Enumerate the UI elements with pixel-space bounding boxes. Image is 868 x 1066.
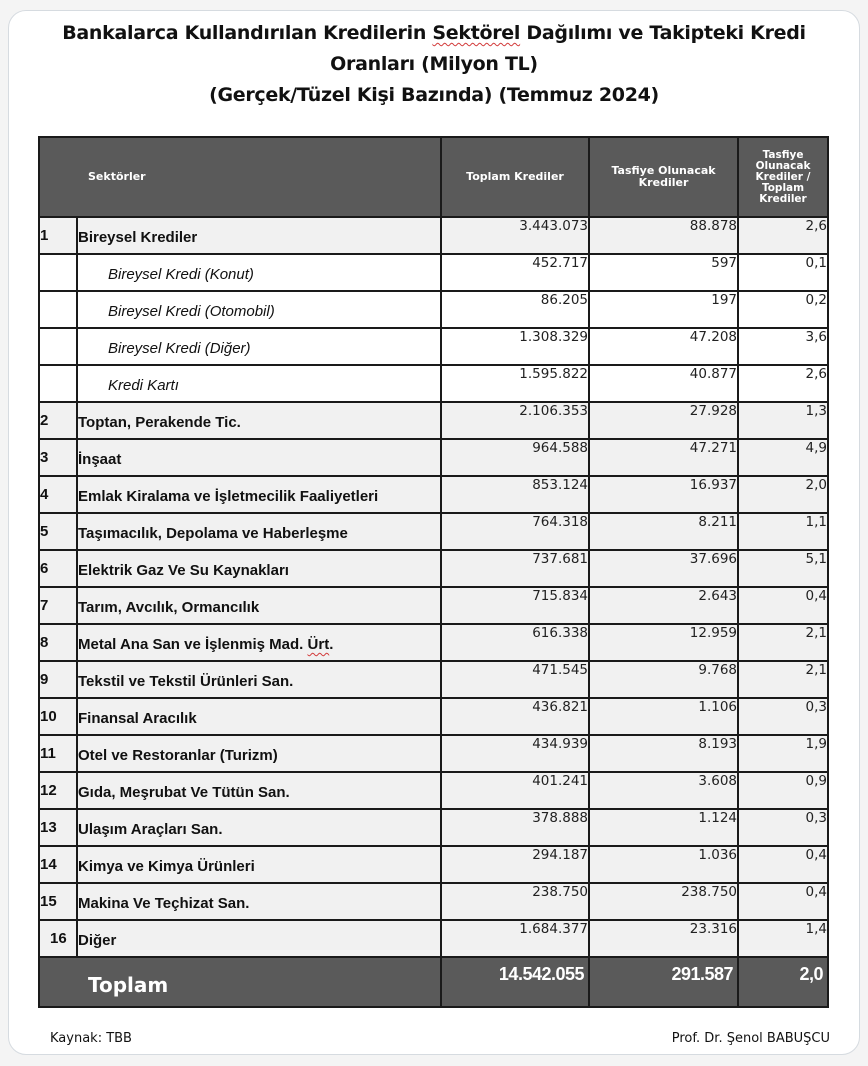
- total-liquidation-sum: 291.587: [589, 957, 738, 1007]
- row-number: [39, 365, 77, 402]
- sector-name: Bireysel Kredi (Konut): [77, 254, 441, 291]
- sector-name: Tekstil ve Tekstil Ürünleri San.: [77, 661, 441, 698]
- liquidation-credits: 197: [589, 291, 738, 328]
- author-credit: Prof. Dr. Şenol BABUŞCU: [671, 1031, 830, 1046]
- total-credits: 1.595.822: [441, 365, 589, 402]
- total-credits: 378.888: [441, 809, 589, 846]
- total-credits: 616.338: [441, 624, 589, 661]
- liquidation-credits: 597: [589, 254, 738, 291]
- row-number: 10: [39, 698, 77, 735]
- total-credits: 2.106.353: [441, 402, 589, 439]
- ratio-value: 2,6: [738, 217, 828, 254]
- liquidation-credits: 8.211: [589, 513, 738, 550]
- sector-name: Bireysel Krediler: [77, 217, 441, 254]
- title-line-3: (Gerçek/Tüzel Kişi Bazında) (Temmuz 2024): [209, 84, 659, 106]
- table-row: [39, 920, 828, 957]
- liquidation-credits: 47.208: [589, 328, 738, 365]
- ratio-value: 5,1: [738, 550, 828, 587]
- header-liquidation-credits: Tasfiye Olunacak Krediler: [589, 137, 738, 217]
- table-row: [39, 809, 828, 846]
- table-body: [39, 217, 828, 957]
- total-credits: 964.588: [441, 439, 589, 476]
- row-number: 8: [39, 624, 77, 661]
- table-row: [39, 550, 828, 587]
- ratio-value: 0,3: [738, 809, 828, 846]
- row-number: [39, 291, 77, 328]
- table-subrow: [39, 291, 828, 328]
- row-number: 2: [39, 402, 77, 439]
- total-credits: 1.684.377: [441, 920, 589, 957]
- ratio-value: 2,6: [738, 365, 828, 402]
- row-number: 6: [39, 550, 77, 587]
- ratio-value: 0,4: [738, 846, 828, 883]
- table-row: [39, 217, 828, 254]
- liquidation-credits: 16.937: [589, 476, 738, 513]
- liquidation-credits: 1.124: [589, 809, 738, 846]
- row-number: [39, 328, 77, 365]
- table-row: [39, 476, 828, 513]
- header-sector: Sektörler: [39, 137, 441, 217]
- sector-name: Taşımacılık, Depolama ve Haberleşme: [77, 513, 441, 550]
- sector-name: Toptan, Perakende Tic.: [77, 402, 441, 439]
- table-row: [39, 402, 828, 439]
- total-credits: 401.241: [441, 772, 589, 809]
- liquidation-credits: 8.193: [589, 735, 738, 772]
- total-ratio: 2,0: [738, 957, 828, 1007]
- total-credits: 737.681: [441, 550, 589, 587]
- row-number: 1: [39, 217, 77, 254]
- table-subrow: [39, 365, 828, 402]
- ratio-value: 2,1: [738, 624, 828, 661]
- sector-name: Elektrik Gaz Ve Su Kaynakları: [77, 550, 441, 587]
- ratio-value: 2,0: [738, 476, 828, 513]
- title-line-1: Bankalarca Kullandırılan Kredilerin Sektörel Dağılımı ve Takipteki Kredi: [62, 22, 806, 44]
- table-row: [39, 846, 828, 883]
- row-number: 16: [39, 920, 77, 957]
- ratio-value: 4,9: [738, 439, 828, 476]
- sector-name: Bireysel Kredi (Otomobil): [77, 291, 441, 328]
- sector-name: Emlak Kiralama ve İşletmecilik Faaliyetleri: [77, 476, 441, 513]
- liquidation-credits: 47.271: [589, 439, 738, 476]
- title-line-2: Oranları (Milyon TL): [330, 53, 538, 75]
- liquidation-credits: 27.928: [589, 402, 738, 439]
- row-number: 3: [39, 439, 77, 476]
- total-credits: 452.717: [441, 254, 589, 291]
- sector-name: Otel ve Restoranlar (Turizm): [77, 735, 441, 772]
- total-credits: 471.545: [441, 661, 589, 698]
- source-note: Kaynak: TBB: [50, 1031, 132, 1046]
- total-credits: 764.318: [441, 513, 589, 550]
- total-credits: 238.750: [441, 883, 589, 920]
- total-row: [39, 957, 828, 1007]
- table-row: [39, 587, 828, 624]
- liquidation-credits: 37.696: [589, 550, 738, 587]
- row-number: 12: [39, 772, 77, 809]
- total-credits: 86.205: [441, 291, 589, 328]
- sector-name: Diğer: [77, 920, 441, 957]
- liquidation-credits: 3.608: [589, 772, 738, 809]
- row-number: 15: [39, 883, 77, 920]
- sector-name: Kredi Kartı: [77, 365, 441, 402]
- ratio-value: 1,3: [738, 402, 828, 439]
- total-credits: 434.939: [441, 735, 589, 772]
- table-row: [39, 624, 828, 661]
- row-number: 14: [39, 846, 77, 883]
- total-credits: 294.187: [441, 846, 589, 883]
- liquidation-credits: 9.768: [589, 661, 738, 698]
- header-ratio: Tasfiye Olunacak Krediler / Toplam Krediler: [738, 137, 828, 217]
- header-total-credits: Toplam Krediler: [441, 137, 589, 217]
- liquidation-credits: 12.959: [589, 624, 738, 661]
- liquidation-credits: 2.643: [589, 587, 738, 624]
- row-number: 7: [39, 587, 77, 624]
- sector-name: Bireysel Kredi (Diğer): [77, 328, 441, 365]
- ratio-value: 0,1: [738, 254, 828, 291]
- document-title: [0, 18, 868, 111]
- row-number: 11: [39, 735, 77, 772]
- total-credits: 3.443.073: [441, 217, 589, 254]
- table-row: [39, 661, 828, 698]
- total-credits: 715.834: [441, 587, 589, 624]
- row-number: 13: [39, 809, 77, 846]
- ratio-value: 2,1: [738, 661, 828, 698]
- table-subrow: [39, 328, 828, 365]
- table-row: [39, 513, 828, 550]
- spellcheck-marked-word: Ürt: [307, 636, 330, 653]
- ratio-value: 1,9: [738, 735, 828, 772]
- liquidation-credits: 238.750: [589, 883, 738, 920]
- ratio-value: 0,4: [738, 587, 828, 624]
- table-row: [39, 698, 828, 735]
- ratio-value: 0,2: [738, 291, 828, 328]
- liquidation-credits: 1.036: [589, 846, 738, 883]
- table-header-row: [39, 137, 828, 217]
- sector-name: Finansal Aracılık: [77, 698, 441, 735]
- liquidation-credits: 88.878: [589, 217, 738, 254]
- total-credits: 853.124: [441, 476, 589, 513]
- row-number: 4: [39, 476, 77, 513]
- total-credits: 436.821: [441, 698, 589, 735]
- sector-name: İnşaat: [77, 439, 441, 476]
- sector-name: Makina Ve Teçhizat San.: [77, 883, 441, 920]
- total-credits-sum: 14.542.055: [441, 957, 589, 1007]
- liquidation-credits: 23.316: [589, 920, 738, 957]
- sector-name: Ulaşım Araçları San.: [77, 809, 441, 846]
- ratio-value: 3,6: [738, 328, 828, 365]
- table-row: [39, 735, 828, 772]
- liquidation-credits: 1.106: [589, 698, 738, 735]
- sector-name: Gıda, Meşrubat Ve Tütün San.: [77, 772, 441, 809]
- table-row: [39, 439, 828, 476]
- table-row: [39, 772, 828, 809]
- spellcheck-marked-word: Sektörel: [432, 22, 521, 44]
- ratio-value: 0,9: [738, 772, 828, 809]
- liquidation-credits: 40.877: [589, 365, 738, 402]
- sector-name: Metal Ana San ve İşlenmiş Mad. Ürt.: [77, 624, 441, 661]
- ratio-value: 1,4: [738, 920, 828, 957]
- row-number: 5: [39, 513, 77, 550]
- row-number: 9: [39, 661, 77, 698]
- total-credits: 1.308.329: [441, 328, 589, 365]
- ratio-value: 0,3: [738, 698, 828, 735]
- ratio-value: 0,4: [738, 883, 828, 920]
- ratio-value: 1,1: [738, 513, 828, 550]
- row-number: [39, 254, 77, 291]
- table-row: [39, 883, 828, 920]
- sector-name: Tarım, Avcılık, Ormancılık: [77, 587, 441, 624]
- credit-sector-table: [38, 136, 829, 1008]
- sector-name: Kimya ve Kimya Ürünleri: [77, 846, 441, 883]
- total-label: Toplam: [39, 957, 441, 1007]
- table-subrow: [39, 254, 828, 291]
